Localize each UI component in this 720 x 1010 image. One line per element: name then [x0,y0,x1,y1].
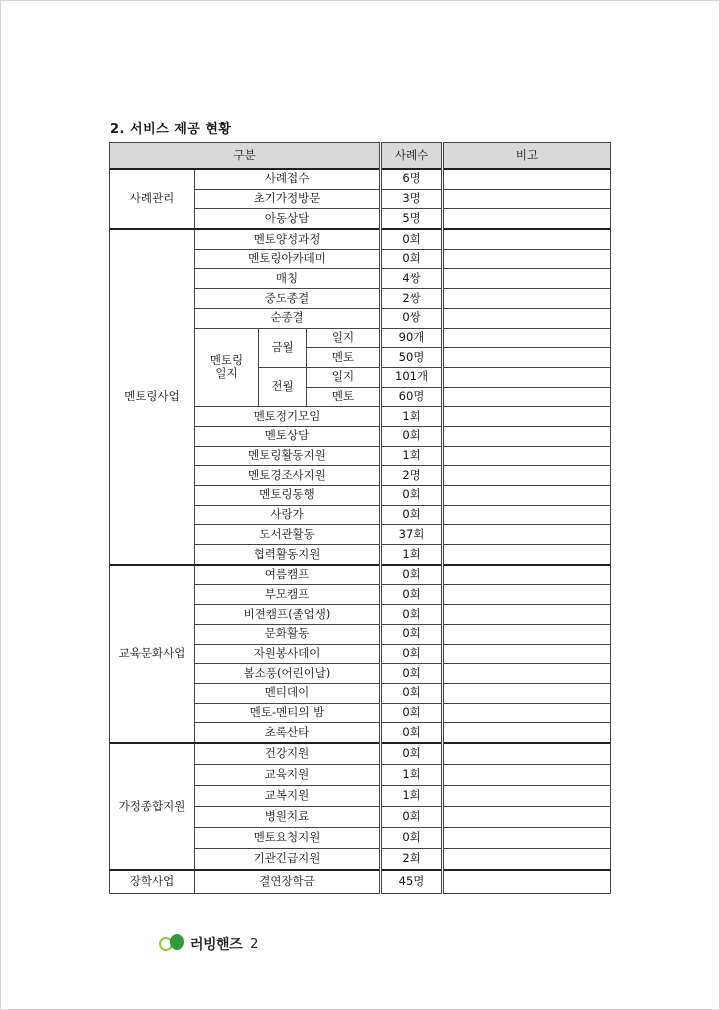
item-label: 결연장학금 [195,870,381,894]
item-label: 멘티데이 [195,683,381,703]
item-count: 0회 [381,723,443,743]
item-count: 0회 [381,426,443,446]
item-note [443,486,611,506]
group-scholarship: 장학사업 [110,870,195,894]
item-note [443,367,611,387]
item-count: 6명 [381,169,443,189]
item-label: 도서관활동 [195,525,381,545]
item-count: 0회 [381,827,443,848]
item-note [443,169,611,189]
table-row [110,565,611,585]
item-count: 0회 [381,505,443,525]
item-label: 자원봉사데이 [195,644,381,664]
item-count: 0회 [381,743,443,765]
item-count: 0회 [381,486,443,506]
item-label: 멘토양성과정 [195,229,381,249]
item-count: 1회 [381,545,443,565]
table-header-row [110,143,611,170]
brand-name: 러빙핸즈 [190,937,243,953]
item-note [443,785,611,806]
table-row [110,229,611,249]
item-note [443,644,611,664]
section-title: 2. 서비스 제공 현황 [110,122,232,137]
item-note [443,426,611,446]
item-count: 0회 [381,703,443,723]
item-note [443,249,611,269]
item-label: 멘토 [307,387,381,407]
item-note [443,229,611,249]
item-label: 초록산타 [195,723,381,743]
item-label: 멘토경조사지원 [195,466,381,486]
item-count: 2쌍 [381,289,443,309]
table-row [110,743,611,765]
item-note [443,525,611,545]
item-note [443,308,611,328]
item-count: 0회 [381,249,443,269]
item-label: 멘토 [307,348,381,368]
item-label: 건강지원 [195,743,381,765]
item-count: 101개 [381,367,443,387]
item-note [443,624,611,644]
item-count: 0회 [381,624,443,644]
item-label: 문화활동 [195,624,381,644]
item-count: 1회 [381,407,443,427]
footer [158,932,258,956]
item-label: 비젼캠프(졸업생) [195,605,381,625]
item-count: 0회 [381,565,443,585]
item-label: 멘토-멘티의 밤 [195,703,381,723]
table-row [110,870,611,894]
item-note [443,806,611,827]
item-label: 일지 [307,367,381,387]
item-label: 중도종결 [195,289,381,309]
item-count: 0회 [381,229,443,249]
item-label: 매칭 [195,269,381,289]
item-count: 5명 [381,209,443,229]
item-count: 1회 [381,785,443,806]
item-note [443,289,611,309]
item-count: 2명 [381,466,443,486]
journal-this-month: 금월 [259,328,307,367]
item-note [443,827,611,848]
table-row [110,169,611,189]
item-note [443,269,611,289]
journal-last-month: 전월 [259,367,307,406]
header-count: 사례수 [381,143,443,170]
item-label: 병원치료 [195,806,381,827]
item-count: 0회 [381,806,443,827]
group-case: 사례관리 [110,169,195,229]
item-label: 멘토링아카데미 [195,249,381,269]
item-count: 37회 [381,525,443,545]
item-label: 협력활동지원 [195,545,381,565]
item-note [443,209,611,229]
item-count: 2회 [381,848,443,870]
item-note [443,743,611,765]
item-count: 60명 [381,387,443,407]
group-education: 교육문화사업 [110,565,195,743]
item-note [443,605,611,625]
item-note [443,703,611,723]
item-note [443,565,611,585]
item-label: 여름캠프 [195,565,381,585]
group-mentoring: 멘토링사업 [110,229,195,565]
item-label: 일지 [307,328,381,348]
header-category: 구분 [110,143,381,170]
item-note [443,328,611,348]
item-note [443,189,611,209]
item-note [443,545,611,565]
item-count: 0회 [381,644,443,664]
item-label: 멘토링동행 [195,486,381,506]
page-number: 2 [250,936,259,952]
item-label: 순종결 [195,308,381,328]
item-note [443,848,611,870]
item-label: 사례접수 [195,169,381,189]
item-label: 멘토링활동지원 [195,446,381,466]
item-label: 멘토정기모임 [195,407,381,427]
item-count: 0쌍 [381,308,443,328]
item-count: 0회 [381,664,443,684]
item-count: 1회 [381,764,443,785]
item-label: 교복지원 [195,785,381,806]
item-label: 초기가정방문 [195,189,381,209]
item-note [443,683,611,703]
item-count: 0회 [381,683,443,703]
item-label: 멘토상담 [195,426,381,446]
item-label: 교육지원 [195,764,381,785]
item-note [443,348,611,368]
item-note [443,446,611,466]
item-label: 부모캠프 [195,585,381,605]
item-label: 아동상담 [195,209,381,229]
group-family: 가정종합지원 [110,743,195,870]
item-note [443,764,611,785]
item-count: 50명 [381,348,443,368]
item-note [443,585,611,605]
item-note [443,387,611,407]
header-note: 비고 [443,143,611,170]
item-label: 사랑가 [195,505,381,525]
item-note [443,505,611,525]
item-label: 멘토요청지원 [195,827,381,848]
logo-icon [158,932,186,956]
item-count: 90개 [381,328,443,348]
item-note [443,870,611,894]
item-count: 4쌍 [381,269,443,289]
journal-label: 멘토링 일지 [195,328,259,407]
item-count: 3명 [381,189,443,209]
item-count: 0회 [381,605,443,625]
item-label: 봄소풍(어린이날) [195,664,381,684]
item-label: 기관긴급지원 [195,848,381,870]
item-note [443,466,611,486]
item-count: 1회 [381,446,443,466]
item-count: 0회 [381,585,443,605]
service-table [109,142,611,894]
item-note [443,723,611,743]
item-note [443,664,611,684]
item-count: 45명 [381,870,443,894]
item-note [443,407,611,427]
